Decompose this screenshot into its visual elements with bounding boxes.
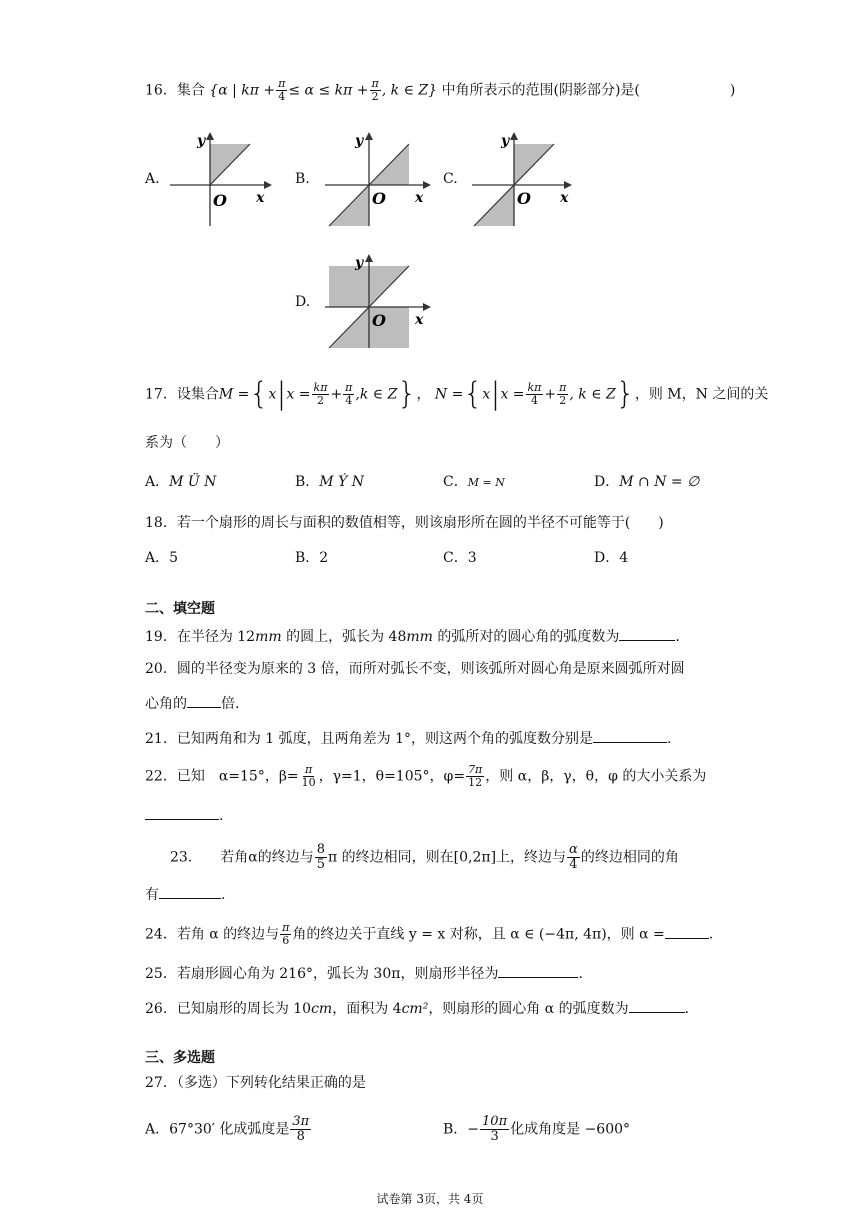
page-footer: 试卷第 3页，共 4页 [376, 1192, 484, 1206]
q23-line1: 23. 若角α的终边与 $\frac{8}{5}$ π 的终边相同，则在[0,2π]上，终边与 $\frac{\alpha}{4}$ 的终边相同的角 [170, 842, 679, 872]
q20-line1: 20．圆的半径变为原来的 3 倍，而所对弧长不变，则该弧所对圆心角是原来圆弧所对圆 [145, 661, 685, 677]
q26-answer-blank[interactable] [629, 998, 685, 1013]
q16-line: 16．集合 {α | kπ + $\frac{\pi}{4}$ ≤ α ≤ kπ + $\frac{\pi}{2}$ , k ∈ Z} 中角所表示的范围(阴影部分)是( ) [145, 77, 736, 103]
q17-option-a[interactable]: A．M Ü N [145, 474, 217, 490]
q27-option-a[interactable]: A．67°30′ 化成弧度是 $\frac{3\pi}{8}$ [145, 1114, 310, 1144]
q22-line2: . [145, 805, 223, 825]
section-multi-choice-title: 三、多选题 [145, 1050, 215, 1066]
svg-text:x: x [256, 190, 265, 206]
q18-option-d[interactable]: D．4 [594, 550, 629, 566]
q16-figure-b [325, 128, 435, 228]
q16-frac-pi4: $\frac{\pi}{4}$ [278, 77, 286, 103]
q18-option-b[interactable]: B．2 [295, 550, 329, 566]
q16-option-c-letter[interactable]: C. [443, 171, 458, 187]
q23-answer-blank[interactable] [159, 884, 221, 899]
q20-line2: 心角的 倍. [145, 693, 239, 713]
svg-text:x: x [415, 312, 424, 328]
svg-text:y: y [501, 133, 510, 149]
q16-figure-c [472, 128, 577, 228]
svg-text:y: y [197, 133, 206, 149]
q27-text: 27．（多选）下列转化结果正确的是 [145, 1075, 366, 1091]
q25-answer-blank[interactable] [498, 963, 578, 978]
svg-text:O: O [372, 311, 386, 330]
q21-answer-blank[interactable] [593, 728, 667, 743]
q17-line1: 17．设集合M ={x|x = $\frac{k\pi}{2}$ + $\frac{\pi}{4}$ ,k ∈ Z}， N ={x|x = $\frac{k\pi}{4}$ + $\frac{\pi}{2}$ , k ∈ Z}，则 M，N 之间的关 [145, 376, 769, 412]
q16-option-b-letter[interactable]: B. [295, 171, 310, 187]
q16-option-a-letter[interactable]: A. [145, 171, 160, 187]
q22-line1: 22．已知 α=15°，β= $\frac{\pi}{10}$ ，γ=1，θ=105°，φ= $\frac{7\pi}{12}$ ，则 α，β，γ，θ，φ 的大小关系为 [145, 763, 707, 789]
q27-option-b[interactable]: B．− $\frac{10\pi}{3}$ 化成角度是 −600° [443, 1114, 631, 1144]
q19-answer-blank[interactable] [619, 626, 675, 641]
q17-option-b[interactable]: B．M Ý N [295, 474, 365, 490]
q17-option-d[interactable]: D．M ∩ N = ∅ [594, 474, 700, 490]
q18-option-a[interactable]: A．5 [145, 550, 179, 566]
q16-figure-a [170, 128, 275, 228]
q17-line2: 系为（ ） [145, 435, 229, 451]
svg-text:x: x [560, 190, 569, 206]
q21-text: 21．已知两角和为 1 弧度，且两角差为 1°，则这两个角的弧度数分别是 . [145, 728, 671, 748]
svg-text:y: y [355, 133, 364, 149]
q24-answer-blank[interactable] [665, 924, 709, 939]
q24-text: 24．若角 α 的终边与 $\frac{\pi}{6}$ 角的终边关于直线 y = x 对称，且 α ∈ (−4π, 4π)，则 α = . [145, 921, 714, 947]
svg-text:O: O [372, 189, 386, 208]
q20-answer-blank[interactable] [187, 693, 221, 708]
q18-option-c[interactable]: C．3 [443, 550, 477, 566]
q25-text: 25．若扇形圆心角为 216°，弧长为 30π，则扇形半径为 . [145, 963, 583, 983]
q16-figure-d [325, 250, 435, 350]
q17-option-c[interactable]: C．M = N [443, 474, 505, 490]
q26-text: 26．已知扇形的周长为 10cm，面积为 4cm²，则扇形的圆心角 α 的弧度数为 . [145, 998, 689, 1018]
q16-frac-pi2: $\frac{\pi}{2}$ [371, 77, 379, 103]
q18-text: 18．若一个扇形的周长与面积的数值相等，则该扇形所在圆的半径不可能等于( ) [145, 515, 664, 531]
svg-text:O: O [517, 189, 531, 208]
q19-text: 19．在半径为 12mm 的圆上，弧长为 48mm 的弧所对的圆心角的弧度数为 . [145, 626, 680, 646]
svg-text:O: O [213, 191, 227, 210]
q22-answer-blank[interactable] [145, 805, 219, 820]
q16-option-d-letter[interactable]: D. [295, 294, 311, 310]
svg-text:x: x [415, 190, 424, 206]
section-fill-in-title: 二、填空题 [145, 601, 215, 617]
q23-line2: 有 . [145, 884, 225, 904]
svg-text:y: y [355, 255, 364, 271]
